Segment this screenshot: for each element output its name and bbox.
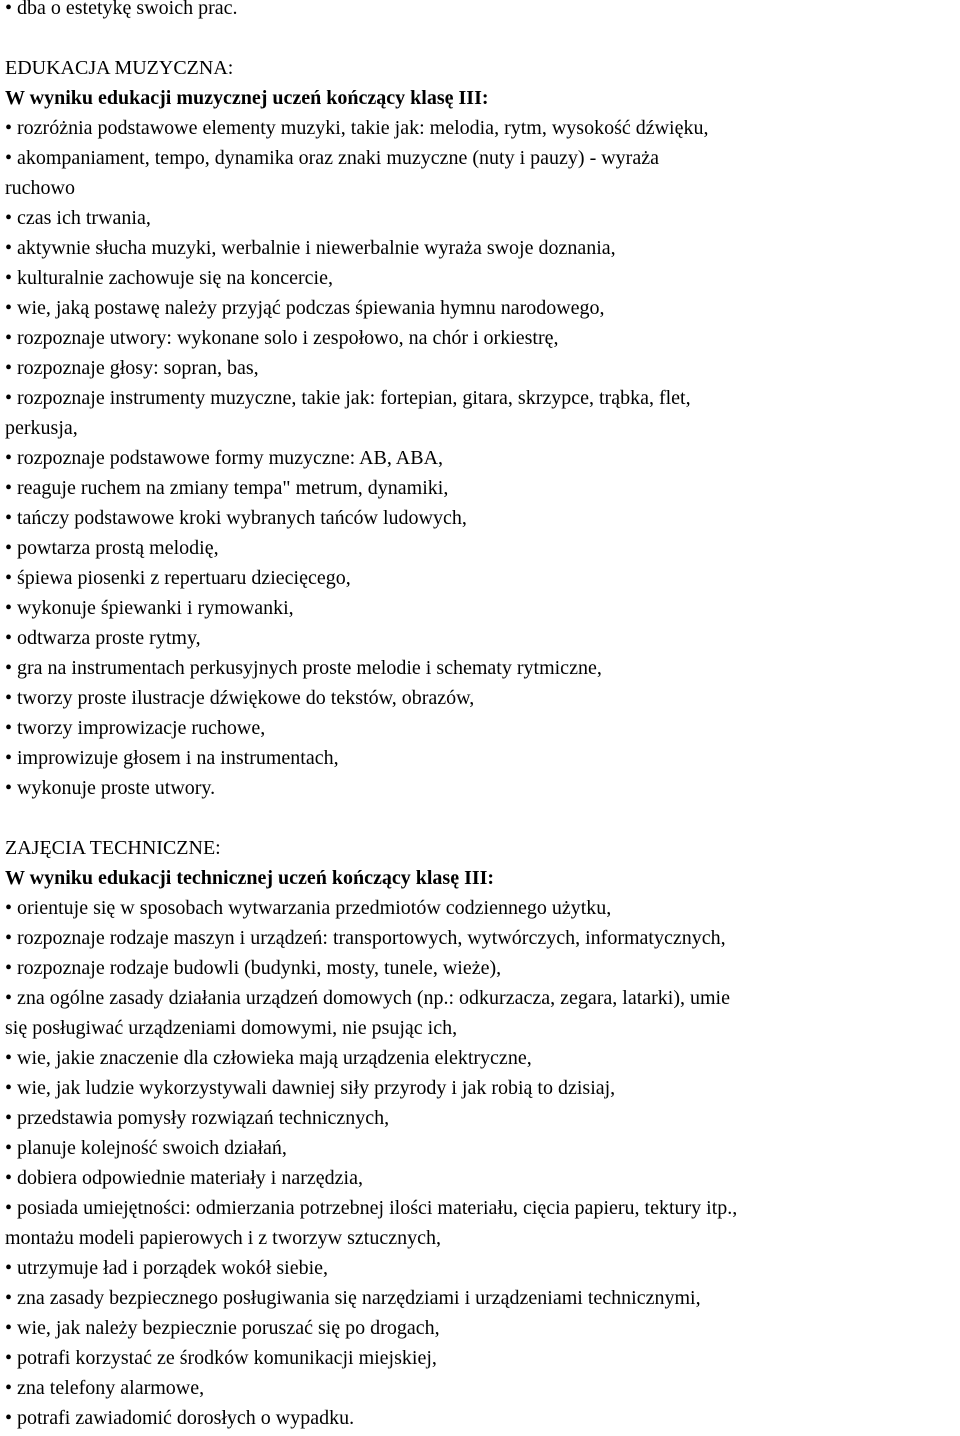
list-item: • rozpoznaje rodzaje maszyn i urządzeń: transportowych, wytwórczych, informatycznych,: [5, 927, 726, 949]
list-item: • wie, jak należy bezpiecznie poruszać się po drogach,: [5, 1317, 440, 1339]
list-item: • wykonuje proste utwory.: [5, 777, 216, 799]
list-item: • tańczy podstawowe kroki wybranych tańców ludowych,: [5, 507, 467, 529]
list-item: • orientuje się w sposobach wytwarzania przedmiotów codziennego użytku,: [5, 897, 612, 919]
list-item: • powtarza prostą melodię,: [5, 537, 219, 559]
list-item: • rozpoznaje instrumenty muzyczne, takie jak: fortepian, gitara, skrzypce, trąbka, flet,: [5, 387, 691, 409]
list-item: • rozpoznaje rodzaje budowli (budynki, mosty, tunele, wieże),: [5, 957, 502, 979]
list-item: • rozróżnia podstawowe elementy muzyki, takie jak: melodia, rytm, wysokość dźwięku,: [5, 117, 709, 139]
list-item: • potrafi korzystać ze środków komunikacji miejskiej,: [5, 1347, 437, 1369]
list-item: ruchowo: [5, 177, 75, 199]
music-heading: EDUKACJA MUZYCZNA:: [5, 57, 234, 79]
list-item: • wie, jakie znaczenie dla człowieka mają urządzenia elektryczne,: [5, 1047, 532, 1069]
list-item: się posługiwać urządzeniami domowymi, nie psując ich,: [5, 1017, 458, 1039]
list-item: • zna ogólne zasady działania urządzeń domowych (np.: odkurzacza, zegara, latarki), umie: [5, 987, 730, 1009]
list-item: • czas ich trwania,: [5, 207, 151, 229]
music-list: [5, 113, 958, 803]
list-item: • gra na instrumentach perkusyjnych proste melodie i schematy rytmiczne,: [5, 657, 602, 679]
list-item: montażu modeli papierowych i z tworzyw sztucznych,: [5, 1227, 441, 1249]
list-item: • utrzymuje ład i porządek wokół siebie,: [5, 1257, 329, 1279]
list-item: • kulturalnie zachowuje się na koncercie,: [5, 267, 333, 289]
list-item: • tworzy proste ilustracje dźwiękowe do tekstów, obrazów,: [5, 687, 475, 709]
section-gap: [5, 23, 958, 53]
list-item: • improwizuje głosem i na instrumentach,: [5, 747, 339, 769]
list-item: • tworzy improwizacje ruchowe,: [5, 717, 266, 739]
list-item: • śpiewa piosenki z repertuaru dziecięcego,: [5, 567, 351, 589]
list-item: • dobiera odpowiednie materiały i narzędzia,: [5, 1167, 363, 1189]
technical-heading: ZAJĘCIA TECHNICZNE:: [5, 837, 221, 859]
technical-section: [5, 833, 958, 1433]
list-item: • zna telefony alarmowe,: [5, 1377, 205, 1399]
list-item: • rozpoznaje utwory: wykonane solo i zespołowo, na chór i orkiestrę,: [5, 327, 559, 349]
list-item: • rozpoznaje głosy: sopran, bas,: [5, 357, 259, 379]
list-item: • odtwarza proste rytmy,: [5, 627, 201, 649]
list-item: • wie, jak ludzie wykorzystywali dawniej siły przyrody i jak robią to dzisiaj,: [5, 1077, 616, 1099]
list-item: perkusja,: [5, 417, 78, 439]
technical-list: [5, 893, 958, 1433]
list-item: • planuje kolejność swoich działań,: [5, 1137, 287, 1159]
list-item: • akompaniament, tempo, dynamika oraz znaki muzyczne (nuty i pauzy) - wyraża: [5, 147, 659, 169]
list-item: • przedstawia pomysły rozwiązań technicznych,: [5, 1107, 390, 1129]
section-gap: [5, 803, 958, 833]
list-item: • potrafi zawiadomić dorosłych o wypadku.: [5, 1407, 355, 1429]
list-item: • reaguje ruchem na zmiany tempa" metrum, dynamiki,: [5, 477, 449, 499]
music-section: [5, 53, 958, 803]
list-item: • wie, jaką postawę należy przyjąć podczas śpiewania hymnu narodowego,: [5, 297, 605, 319]
intro-line: • dba o estetykę swoich prac.: [5, 0, 238, 19]
list-item: • rozpoznaje podstawowe formy muzyczne: AB, ABA,: [5, 447, 444, 469]
list-item: • zna zasady bezpiecznego posługiwania się narzędziami i urządzeniami technicznymi,: [5, 1287, 701, 1309]
list-item: • posiada umiejętności: odmierzania potrzebnej ilości materiału, cięcia papieru, tektury itp.,: [5, 1197, 738, 1219]
list-item: • wykonuje śpiewanki i rymowanki,: [5, 597, 294, 619]
list-item: • aktywnie słucha muzyki, werbalnie i niewerbalnie wyraża swoje doznania,: [5, 237, 616, 259]
music-subheading: W wyniku edukacji muzycznej uczeń kończący klasę III:: [5, 87, 489, 109]
technical-subheading: W wyniku edukacji technicznej uczeń kończący klasę III:: [5, 867, 495, 889]
